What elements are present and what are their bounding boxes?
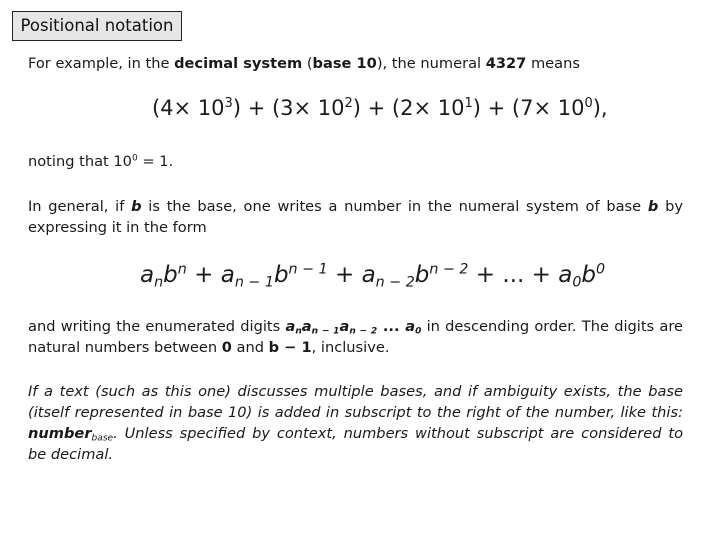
general-form-formula	[140, 261, 606, 291]
note-text: . Unless specified by context, numbers without subscript are considered to be decimal.	[28, 425, 683, 463]
expansion-formula	[152, 96, 608, 120]
exponent: 1	[464, 96, 473, 112]
exponent: n − 2	[429, 261, 469, 278]
digits-paragraph	[28, 316, 683, 358]
base-10-term: base 10	[312, 55, 377, 72]
general-paragraph	[28, 196, 683, 238]
subscript: n − 2	[375, 274, 415, 291]
base-subscript: base	[91, 433, 114, 444]
subscript: n − 1	[234, 274, 274, 291]
base-variable: b	[131, 198, 142, 215]
exponent: n − 1	[288, 261, 328, 278]
noting-text: = 1.	[137, 153, 174, 170]
formula-term: ),	[592, 96, 608, 120]
subscript: n − 1	[311, 326, 340, 337]
var-a: a	[301, 318, 312, 335]
var-b: b	[273, 262, 289, 288]
general-text: by expressing it in the form	[28, 198, 683, 236]
formula-term: (4× 10	[152, 96, 225, 120]
operator: + ... +	[468, 262, 559, 288]
decimal-system-term: decimal system	[174, 55, 303, 72]
intro-text: ), the numeral	[376, 55, 486, 72]
subscript: n	[154, 274, 164, 291]
subscript-note-paragraph	[28, 381, 683, 465]
var-a: a	[361, 262, 376, 288]
subscript: 0	[415, 326, 422, 337]
intro-paragraph	[28, 53, 683, 74]
var-b: b	[414, 262, 430, 288]
digits-text: and	[231, 339, 269, 356]
operator: +	[186, 262, 221, 288]
numeral-4327: 4327	[485, 55, 527, 72]
number-term: number	[28, 425, 92, 442]
subscript: n − 2	[349, 326, 378, 337]
note-text: If a text (such as this one) discusses multiple bases, and if ambiguity exists, the base (itself represented in base 10) is added in subscript to the right of the number, like this:	[28, 383, 683, 421]
var-b: b	[163, 262, 178, 288]
general-text: is the base, one writes a number in the numeral system of base	[141, 198, 648, 215]
subscript: n	[295, 326, 302, 337]
digits-text: , inclusive.	[311, 339, 390, 356]
exponent: 0	[131, 153, 138, 164]
zero-value: 0	[221, 339, 232, 356]
noting-line	[28, 151, 683, 172]
formula-term: ) + (2× 10	[352, 96, 465, 120]
var-a: a	[220, 262, 235, 288]
noting-text: noting that 10	[28, 153, 132, 170]
var-a: a	[558, 262, 573, 288]
ellipsis: ...	[377, 318, 406, 335]
var-a: a	[140, 262, 155, 288]
digits-text: in descending order. The digits are natural numbers between	[28, 318, 683, 356]
b-minus-1: b − 1	[268, 339, 312, 356]
exponent: 0	[596, 261, 606, 278]
exponent: 2	[344, 96, 353, 112]
intro-text: For example, in the	[28, 55, 175, 72]
formula-term: ) + (3× 10	[232, 96, 345, 120]
intro-text: (	[302, 55, 313, 72]
var-a: a	[339, 318, 350, 335]
exponent: 0	[584, 96, 593, 112]
general-text: In general, if	[28, 198, 132, 215]
slide-title: Positional notation	[12, 11, 182, 41]
var-a: a	[285, 318, 296, 335]
var-b: b	[581, 262, 597, 288]
digits-text: and writing the enumerated digits	[28, 318, 286, 335]
var-a: a	[405, 318, 416, 335]
exponent: 3	[224, 96, 233, 112]
intro-text: means	[526, 55, 580, 72]
operator: +	[327, 262, 362, 288]
exponent: n	[177, 261, 187, 278]
subscript: 0	[572, 274, 582, 291]
base-variable: b	[647, 198, 659, 215]
formula-term: ) + (7× 10	[472, 96, 585, 120]
